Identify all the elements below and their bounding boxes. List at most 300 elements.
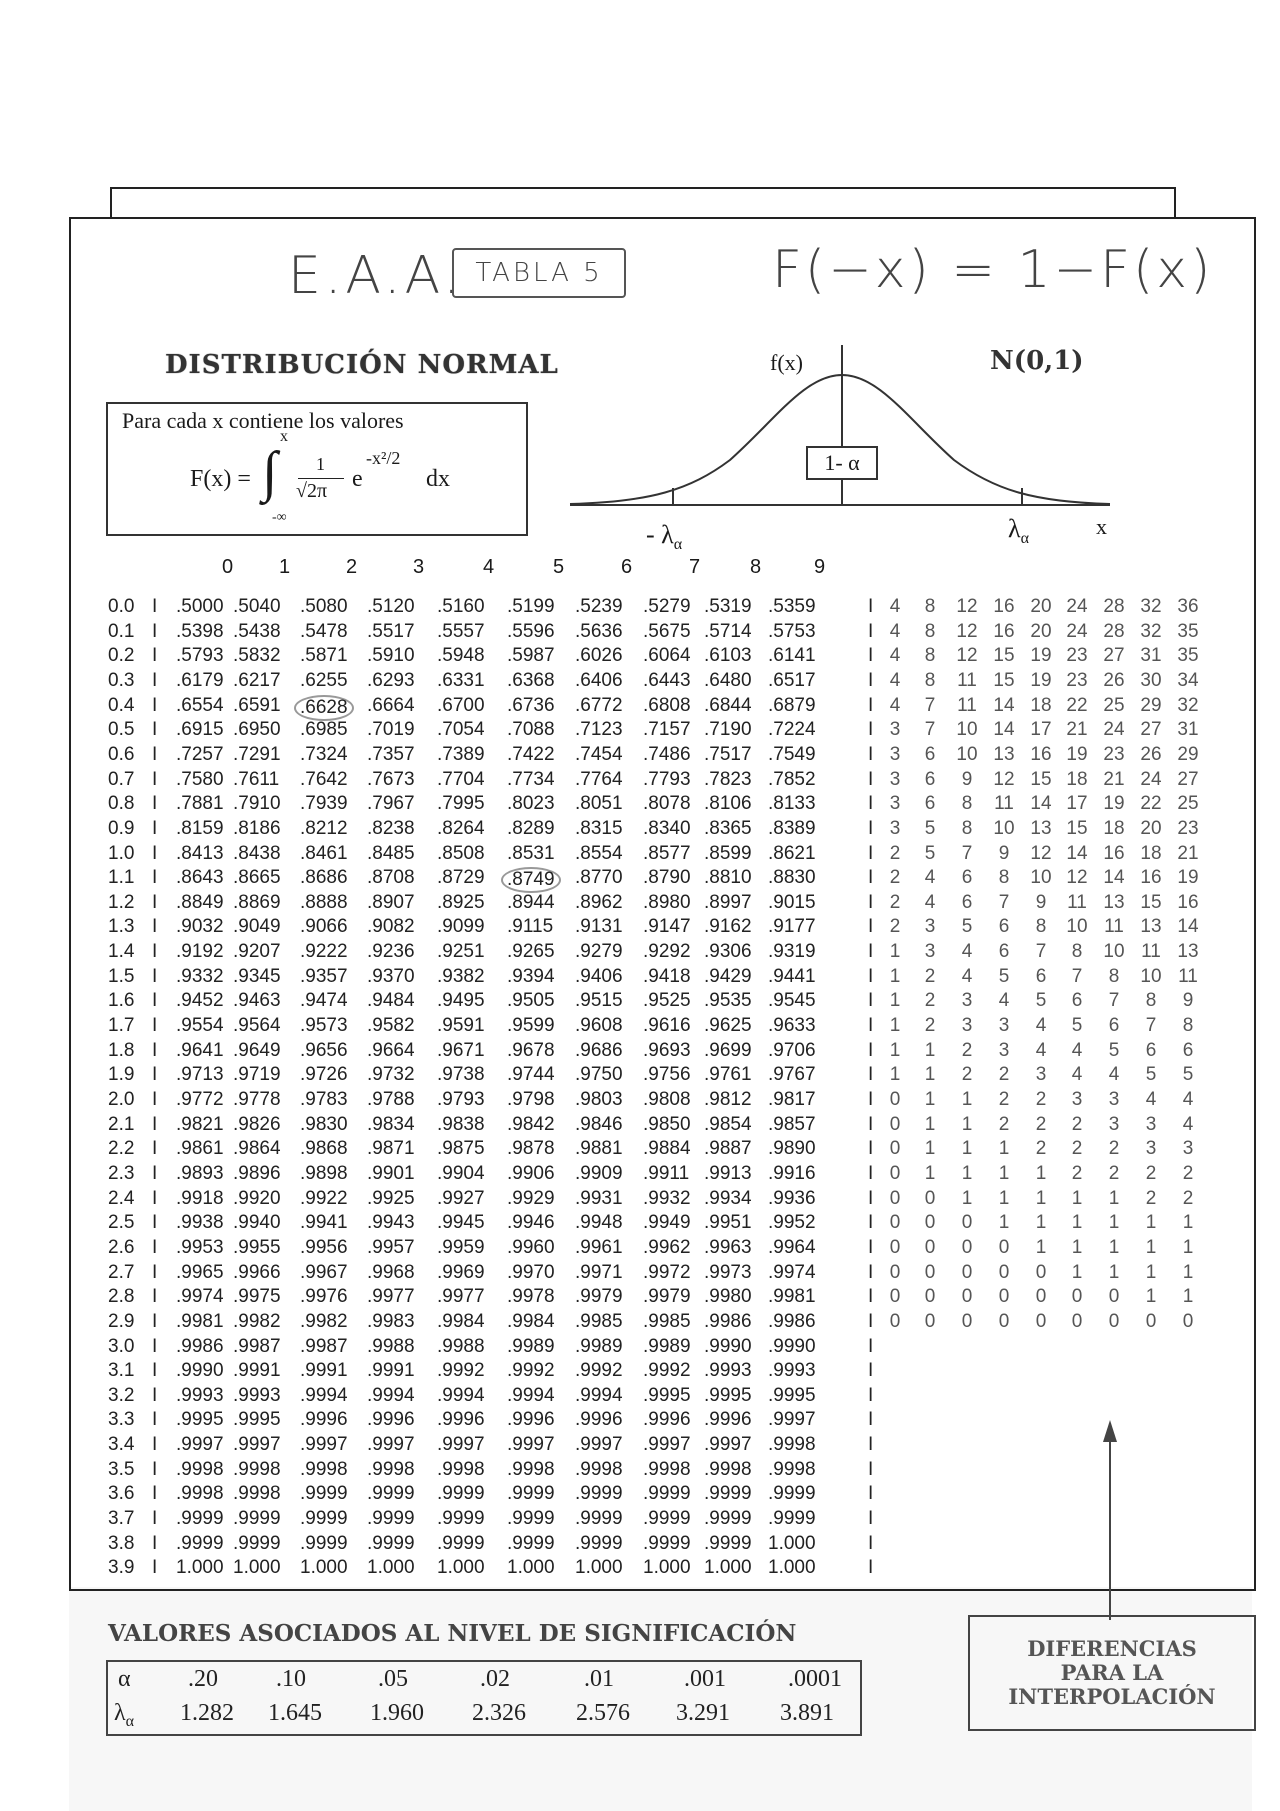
- table-cell: .9952: [768, 1212, 816, 1234]
- difference-cell: 0: [889, 1310, 901, 1332]
- row-separator: I: [868, 1236, 874, 1258]
- table-cell: .9999: [704, 1483, 752, 1505]
- difference-cell: 1: [961, 1187, 973, 1209]
- difference-cell: 0: [924, 1187, 936, 1209]
- difference-cell: 9: [961, 768, 973, 790]
- one-minus-alpha-label: 1- α: [806, 446, 878, 480]
- integral-upper-limit: x: [280, 428, 288, 445]
- table-cell: .6808: [643, 694, 691, 716]
- table-cell: .6443: [643, 669, 691, 691]
- table-cell: .9991: [233, 1360, 281, 1382]
- table-cell: .9997: [704, 1434, 752, 1456]
- difference-cell: 16: [1103, 842, 1125, 864]
- difference-cell: 2: [1145, 1187, 1157, 1209]
- row-separator: I: [868, 1212, 874, 1234]
- difference-cell: 5: [1035, 990, 1047, 1012]
- row-x-label: 2.1: [108, 1113, 135, 1135]
- handwritten-symmetry-formula: F(−x) = 1−F(x): [772, 240, 1214, 300]
- table-cell: .9015: [768, 891, 816, 913]
- table-cell: .9999: [367, 1532, 415, 1554]
- row-separator: I: [868, 694, 874, 716]
- table-cell: .8461: [300, 842, 348, 864]
- table-cell: .7389: [437, 743, 485, 765]
- row-x-label: 3.6: [108, 1483, 135, 1505]
- table-cell: .8554: [575, 842, 623, 864]
- table-cell: .6103: [704, 645, 752, 667]
- difference-cell: 4: [1145, 1089, 1157, 1110]
- table-cell: .9564: [233, 1015, 281, 1037]
- table-cell: .9049: [233, 916, 281, 938]
- table-cell: .9783: [300, 1089, 348, 1110]
- difference-cell: 0: [1035, 1310, 1047, 1332]
- row-separator: I: [152, 891, 158, 913]
- difference-cell: 0: [889, 1187, 901, 1209]
- difference-cell: 1: [1035, 1236, 1047, 1258]
- table-cell: .9981: [768, 1286, 816, 1308]
- table-cell: .7257: [176, 743, 224, 765]
- table-cell: .9996: [704, 1409, 752, 1431]
- row-separator: I: [868, 1064, 874, 1086]
- table-cell: .9938: [176, 1212, 224, 1234]
- table-cell: .9999: [704, 1508, 752, 1530]
- table-cell: .9798: [507, 1089, 555, 1110]
- table-cell: .8980: [643, 891, 691, 913]
- table-cell: .9441: [768, 965, 816, 987]
- table-cell: .9913: [704, 1162, 752, 1184]
- difference-cell: 7: [1145, 1015, 1157, 1037]
- table-cell: .9887: [704, 1138, 752, 1160]
- table-cell: 1.000: [233, 1557, 281, 1579]
- table-cell: .9982: [300, 1310, 348, 1332]
- difference-cell: 0: [1071, 1286, 1083, 1308]
- row-separator: I: [152, 768, 158, 790]
- table-cell: .7157: [643, 719, 691, 741]
- difference-cell: 8: [924, 645, 936, 667]
- difference-cell: 0: [961, 1236, 973, 1258]
- table-cell: .9066: [300, 916, 348, 938]
- alpha-value: .02: [480, 1666, 510, 1692]
- table-cell: .9999: [300, 1483, 348, 1505]
- difference-cell: 4: [1035, 1015, 1047, 1037]
- difference-cell: 14: [1177, 916, 1199, 938]
- table-cell: .6255: [300, 669, 348, 691]
- difference-cell: 3: [1071, 1089, 1083, 1110]
- difference-cell: 7: [1071, 965, 1083, 987]
- table-cell: .9878: [507, 1138, 555, 1160]
- table-cell: .9394: [507, 965, 555, 987]
- row-x-label: 1.0: [108, 842, 135, 864]
- table-cell: .6141: [768, 645, 816, 667]
- table-cell: .9989: [575, 1335, 623, 1357]
- lambda-value: 3.891: [780, 1700, 834, 1726]
- row-separator: I: [152, 941, 158, 963]
- table-cell: .9989: [643, 1335, 691, 1357]
- difference-cell: 32: [1140, 620, 1162, 642]
- table-cell: .9633: [768, 1015, 816, 1037]
- table-cell: .9998: [768, 1458, 816, 1480]
- difference-cell: 0: [924, 1310, 936, 1332]
- difference-cell: 15: [1066, 817, 1088, 839]
- table-cell: .9382: [437, 965, 485, 987]
- alpha-value: .001: [684, 1666, 726, 1692]
- difference-cell: 1: [961, 1138, 973, 1160]
- table-cell: .9997: [437, 1434, 485, 1456]
- table-cell: .8238: [367, 817, 415, 839]
- difference-cell: 13: [1140, 916, 1162, 938]
- alpha-value: .10: [276, 1666, 306, 1692]
- table-cell: .9591: [437, 1015, 485, 1037]
- difference-cell: 1: [924, 1089, 936, 1110]
- row-separator: I: [868, 842, 874, 864]
- table-cell: .6554: [176, 694, 224, 716]
- table-cell: .8621: [768, 842, 816, 864]
- difference-cell: 18: [1066, 768, 1088, 790]
- table-cell: .9998: [437, 1458, 485, 1480]
- table-cell: .5120: [367, 596, 415, 617]
- difference-cell: 12: [956, 620, 978, 642]
- table-cell: .9292: [643, 941, 691, 963]
- difference-cell: 4: [889, 645, 901, 667]
- difference-cell: 19: [1066, 743, 1088, 765]
- table-cell: .8665: [233, 867, 281, 889]
- table-cell: .9515: [575, 990, 623, 1012]
- difference-cell: 6: [1071, 990, 1083, 1012]
- row-separator: I: [152, 1015, 158, 1037]
- difference-cell: 1: [1071, 1261, 1083, 1283]
- difference-cell: 12: [993, 768, 1015, 790]
- table-cell: .8643: [176, 867, 224, 889]
- row-separator: I: [868, 768, 874, 790]
- significance-table: [106, 1660, 862, 1736]
- table-cell: .8810: [704, 867, 752, 889]
- difference-cell: 18: [1030, 694, 1052, 716]
- alpha-row-label: α: [118, 1666, 131, 1692]
- row-separator: I: [152, 867, 158, 889]
- difference-cell: 0: [1071, 1310, 1083, 1332]
- difference-cell: 1: [961, 1113, 973, 1135]
- difference-cell: 3: [961, 990, 973, 1012]
- row-separator: I: [868, 1557, 874, 1579]
- table-cell: .9192: [176, 941, 224, 963]
- normal-curve-diagram: [560, 340, 1120, 540]
- handwritten-tabla-box: TABLA 5: [452, 248, 626, 298]
- table-cell: .9994: [367, 1384, 415, 1406]
- table-cell: .8577: [643, 842, 691, 864]
- difference-cell: 0: [961, 1261, 973, 1283]
- difference-cell: 11: [1104, 916, 1124, 938]
- difference-cell: 0: [1108, 1310, 1120, 1332]
- table-cell: .9279: [575, 941, 623, 963]
- difference-cell: 6: [998, 941, 1010, 963]
- handwritten-title: E.A.A.: [288, 246, 464, 306]
- table-cell: .9996: [300, 1409, 348, 1431]
- table-cell: .8708: [367, 867, 415, 889]
- table-cell: .9994: [437, 1384, 485, 1406]
- row-separator: I: [152, 1409, 158, 1431]
- difference-cell: 1: [889, 941, 901, 963]
- row-separator: I: [868, 916, 874, 938]
- table-cell: .9999: [768, 1483, 816, 1505]
- table-cell: .9573: [300, 1015, 348, 1037]
- table-cell: .9896: [233, 1162, 281, 1184]
- table-cell: .9995: [768, 1384, 816, 1406]
- difference-cell: 4: [1035, 1039, 1047, 1061]
- table-cell: .8907: [367, 891, 415, 913]
- difference-cell: 7: [1035, 941, 1047, 963]
- table-cell: .7580: [176, 768, 224, 790]
- difference-cell: 11: [1141, 941, 1161, 963]
- table-cell: .9834: [367, 1113, 415, 1135]
- distribution-label: N(0,1): [990, 346, 1084, 376]
- difference-cell: 6: [1182, 1039, 1194, 1061]
- table-cell: .9971: [575, 1261, 623, 1283]
- table-cell: .6664: [367, 694, 415, 716]
- table-cell: .9920: [233, 1187, 281, 1209]
- lambda-value: 2.576: [576, 1700, 630, 1726]
- difference-cell: 29: [1140, 694, 1162, 716]
- table-cell: .9998: [768, 1434, 816, 1456]
- row-x-label: 2.0: [108, 1089, 135, 1110]
- difference-cell: 1: [998, 1162, 1010, 1184]
- table-cell: .9986: [768, 1310, 816, 1332]
- difference-cell: 31: [1140, 645, 1162, 667]
- difference-cell: 0: [889, 1212, 901, 1234]
- table-cell: .9115: [507, 916, 554, 938]
- table-cell: .9997: [768, 1409, 816, 1431]
- difference-cell: 1: [1108, 1187, 1120, 1209]
- table-cell: .9357: [300, 965, 348, 987]
- table-cell: .7088: [507, 719, 555, 741]
- difference-cell: 1: [924, 1039, 936, 1061]
- table-cell: .9979: [575, 1286, 623, 1308]
- table-cell: .7324: [300, 743, 348, 765]
- interp-line-2: PARA LA: [1060, 1660, 1164, 1685]
- table-cell: .8531: [507, 842, 555, 864]
- row-separator: I: [868, 620, 874, 642]
- row-x-label: 1.5: [108, 965, 135, 987]
- row-separator: I: [868, 965, 874, 987]
- table-cell: .8686: [300, 867, 348, 889]
- difference-cell: 1: [924, 1138, 936, 1160]
- table-cell: .9975: [233, 1286, 281, 1308]
- row-separator: I: [152, 1089, 158, 1110]
- difference-cell: 9: [998, 842, 1010, 864]
- row-x-label: 2.9: [108, 1310, 135, 1332]
- difference-cell: 21: [1103, 768, 1125, 790]
- difference-cell: 8: [924, 620, 936, 642]
- table-cell: .9131: [575, 916, 623, 938]
- table-cell: .9999: [437, 1483, 485, 1505]
- table-cell: .9904: [437, 1162, 485, 1184]
- difference-cell: 5: [924, 842, 936, 864]
- table-cell: .9884: [643, 1138, 691, 1160]
- difference-cell: 0: [889, 1261, 901, 1283]
- difference-cell: 2: [998, 1064, 1010, 1086]
- table-cell: .9999: [233, 1532, 281, 1554]
- table-cell: .9993: [233, 1384, 281, 1406]
- table-cell: .5910: [367, 645, 415, 667]
- row-separator: I: [868, 1360, 874, 1382]
- table-cell: .9946: [507, 1212, 555, 1234]
- difference-cell: 6: [924, 793, 936, 815]
- row-separator: I: [152, 842, 158, 864]
- table-cell: .9984: [437, 1310, 485, 1332]
- table-cell: .9992: [643, 1360, 691, 1382]
- table-cell: .9222: [300, 941, 348, 963]
- difference-cell: 1: [1071, 1187, 1083, 1209]
- table-cell: .9995: [233, 1409, 281, 1431]
- difference-cell: 16: [993, 620, 1015, 642]
- table-cell: .9656: [300, 1039, 348, 1061]
- table-cell: .5714: [704, 620, 752, 642]
- difference-cell: 0: [1182, 1310, 1194, 1332]
- table-cell: .9931: [575, 1187, 623, 1209]
- table-cell: .6064: [643, 645, 691, 667]
- difference-cell: 1: [961, 1089, 973, 1110]
- difference-cell: 1: [1182, 1261, 1194, 1283]
- table-cell: .6406: [575, 669, 623, 691]
- difference-cell: 0: [924, 1212, 936, 1234]
- table-cell: .9962: [643, 1236, 691, 1258]
- difference-cell: 23: [1177, 817, 1199, 839]
- difference-cell: 21: [1066, 719, 1088, 741]
- difference-cell: 3: [924, 941, 936, 963]
- table-cell: .9998: [575, 1458, 623, 1480]
- table-cell: .9932: [643, 1187, 691, 1209]
- row-separator: I: [152, 743, 158, 765]
- fraction-bar: [298, 478, 344, 479]
- difference-cell: 0: [1108, 1286, 1120, 1308]
- table-cell: .8212: [300, 817, 348, 839]
- table-cell: .9664: [367, 1039, 415, 1061]
- row-separator: I: [868, 1384, 874, 1406]
- difference-cell: 0: [998, 1261, 1010, 1283]
- difference-cell: 16: [1030, 743, 1052, 765]
- table-cell: .8599: [704, 842, 752, 864]
- row-separator: I: [152, 1508, 158, 1530]
- table-cell: .9978: [507, 1286, 555, 1308]
- row-x-label: 0.1: [108, 620, 135, 642]
- difference-cell: 25: [1177, 793, 1199, 815]
- table-cell: .9987: [233, 1335, 281, 1357]
- table-cell: .9984: [507, 1310, 555, 1332]
- column-header: 6: [621, 556, 633, 578]
- difference-cell: 34: [1177, 669, 1199, 691]
- difference-cell: 13: [1030, 817, 1052, 839]
- row-x-label: 1.8: [108, 1039, 135, 1061]
- difference-cell: 2: [961, 1039, 973, 1061]
- table-cell: .9671: [437, 1039, 485, 1061]
- table-cell: .5000: [176, 596, 224, 617]
- table-cell: .7611: [233, 768, 280, 790]
- table-cell: .9319: [768, 941, 816, 963]
- table-cell: .9999: [367, 1483, 415, 1505]
- table-cell: .9793: [437, 1089, 485, 1110]
- table-cell: .6591: [233, 694, 281, 716]
- difference-cell: 28: [1103, 596, 1125, 617]
- table-cell: .8849: [176, 891, 224, 913]
- table-cell: .9616: [643, 1015, 691, 1037]
- difference-cell: 3: [1108, 1089, 1120, 1110]
- table-cell: .9991: [300, 1360, 348, 1382]
- table-cell: .9936: [768, 1187, 816, 1209]
- difference-cell: 0: [961, 1286, 973, 1308]
- row-x-label: 0.3: [108, 669, 135, 691]
- table-cell: .9991: [367, 1360, 415, 1382]
- table-cell: .5319: [704, 596, 752, 617]
- difference-cell: 3: [961, 1015, 973, 1037]
- table-cell: .9968: [367, 1261, 415, 1283]
- table-cell: .7123: [575, 719, 623, 741]
- difference-cell: 1: [1071, 1236, 1083, 1258]
- table-cell: .8186: [233, 817, 281, 839]
- table-cell: .7704: [437, 768, 485, 790]
- table-cell: .9995: [704, 1384, 752, 1406]
- table-cell: .6628: [294, 695, 354, 721]
- table-cell: .6772: [575, 694, 623, 716]
- row-separator: I: [152, 1434, 158, 1456]
- alpha-value: .05: [378, 1666, 408, 1692]
- row-separator: I: [868, 1434, 874, 1456]
- table-cell: .7357: [367, 743, 415, 765]
- table-cell: .8023: [507, 793, 555, 815]
- difference-cell: 3: [889, 768, 901, 790]
- difference-cell: 36: [1177, 596, 1199, 617]
- table-cell: .9803: [575, 1089, 623, 1110]
- difference-cell: 2: [961, 1064, 973, 1086]
- table-cell: .8962: [575, 891, 623, 913]
- table-cell: .9996: [367, 1409, 415, 1431]
- row-x-label: 3.9: [108, 1557, 135, 1579]
- difference-cell: 2: [1071, 1162, 1083, 1184]
- row-x-label: 3.0: [108, 1335, 135, 1357]
- difference-cell: 8: [1182, 1015, 1194, 1037]
- table-cell: .9995: [176, 1409, 224, 1431]
- table-cell: .9761: [704, 1064, 752, 1086]
- row-separator: I: [868, 1162, 874, 1184]
- x-axis-label: x: [1096, 514, 1107, 539]
- table-cell: .9881: [575, 1138, 623, 1160]
- table-cell: .9941: [300, 1212, 348, 1234]
- difference-cell: 1: [1035, 1187, 1047, 1209]
- table-cell: .9649: [233, 1039, 281, 1061]
- difference-cell: 6: [1145, 1039, 1157, 1061]
- table-cell: .8389: [768, 817, 816, 839]
- difference-cell: 0: [998, 1310, 1010, 1332]
- difference-cell: 7: [961, 842, 973, 864]
- table-cell: .9966: [233, 1261, 281, 1283]
- row-x-label: 0.5: [108, 719, 135, 741]
- difference-cell: 3: [998, 1015, 1010, 1037]
- table-cell: .9505: [507, 990, 555, 1012]
- difference-cell: 22: [1140, 793, 1162, 815]
- table-cell: .6179: [176, 669, 224, 691]
- row-separator: I: [868, 1532, 874, 1554]
- table-cell: .8749: [501, 867, 561, 893]
- difference-cell: 0: [889, 1138, 901, 1160]
- difference-cell: 1: [1145, 1261, 1157, 1283]
- table-cell: .9977: [437, 1286, 485, 1308]
- row-separator: I: [868, 1335, 874, 1357]
- table-cell: .9961: [575, 1236, 623, 1258]
- table-cell: .7823: [704, 768, 752, 790]
- row-separator: I: [868, 867, 874, 889]
- column-header: 5: [553, 556, 565, 578]
- table-cell: .8438: [233, 842, 281, 864]
- lambda-value: 1.282: [180, 1700, 234, 1726]
- table-cell: .7764: [575, 768, 623, 790]
- row-x-label: 3.4: [108, 1434, 135, 1456]
